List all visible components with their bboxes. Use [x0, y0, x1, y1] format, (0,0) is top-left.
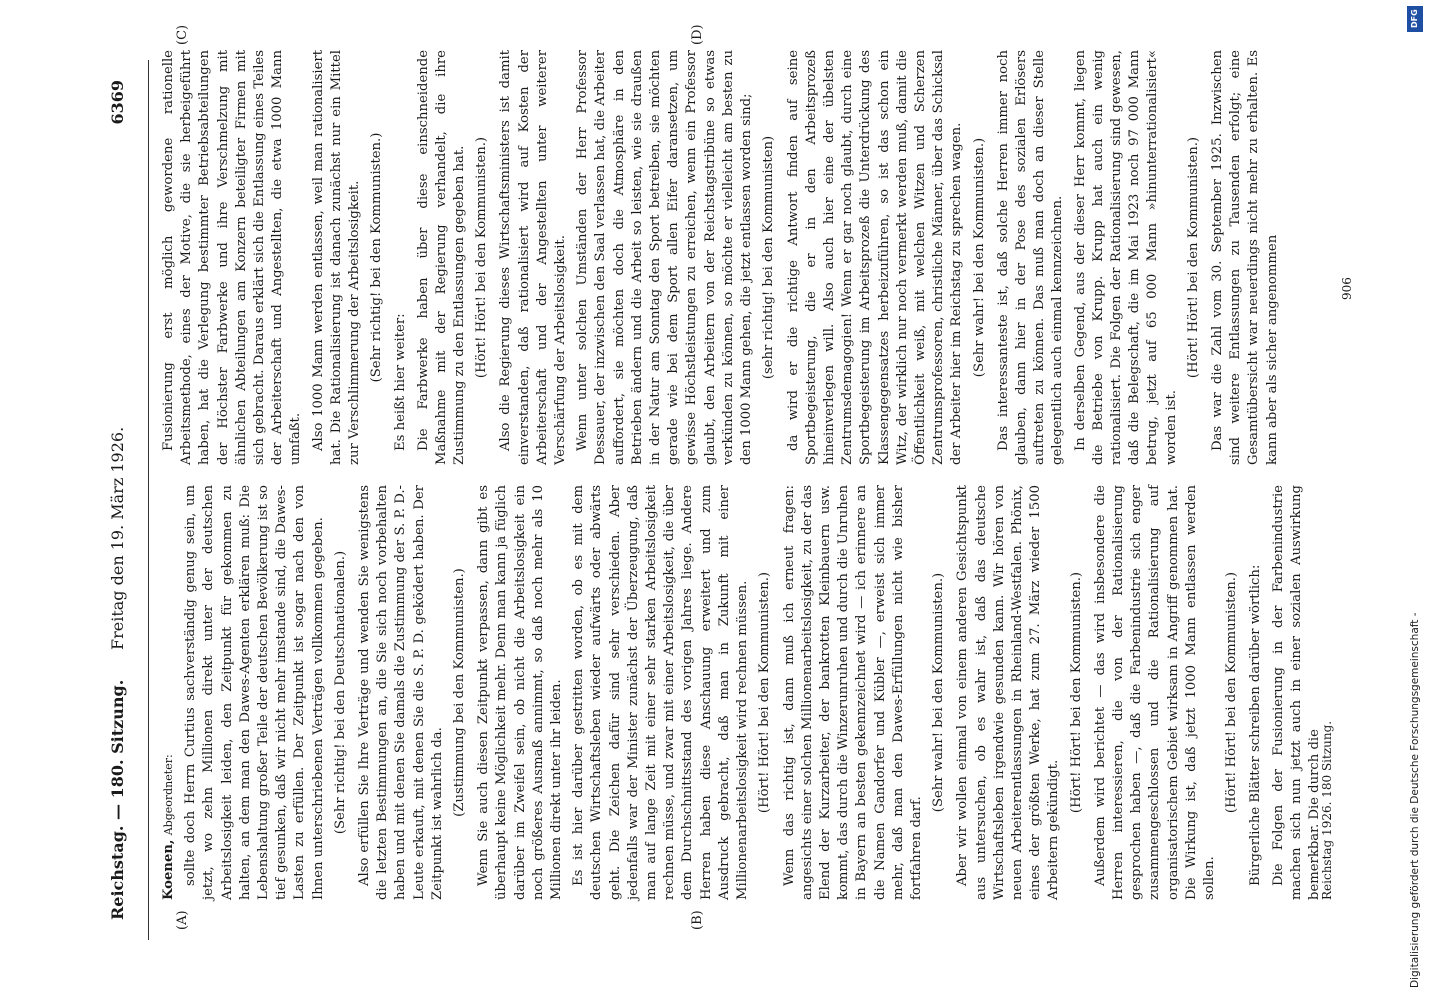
- header-rule: [148, 60, 149, 940]
- header-date: Freitag den 19. März 1926.: [108, 426, 127, 650]
- right-paragraph: (Hört! Hört! bei den Kommunisten.): [1185, 136, 1201, 379]
- right-paragraph: Das interessanteste ist, daß solche Herren immer noch glauben, dann hier in der Pose des sozialen Erlösers auftreten zu können. Das muß man doch an dieser Stelle gelegentlich auch einmal kennzeichnen.: [995, 50, 1066, 465]
- right-paragraph: Wenn unter solchen Umständen der Herr Professor Dessauer, der inzwischen den Saal verlassen hat, die Arbeiter auffordert, sie möchten doch die Atmosphäre in den Betrieben ändern und die Arbeit so leisten, wie sie draußen in der Natur am Sonntag den Sport betreiben, sie möchten gerade wie bei dem Sport allen Eifer daransetzen, um gewisse Höchstleistungen zu erreichen, wenn ein Professor glaubt, den Arbeitern von der Reichstagstribüne so etwas verkünden zu können, so möchte er vielleicht am besten zu den 1000 Mann gehen, die jetzt entlassen worden sind;: [575, 50, 755, 465]
- dfg-sidebar: [1404, 0, 1426, 1000]
- margin-d: (D): [690, 24, 705, 45]
- right-paragraph: (Sehr richtig! bei den Kommunisten.): [369, 132, 385, 383]
- margin-b: (B): [690, 910, 705, 930]
- left-paragraph: (Hört! Hört! bei den Kommunisten.): [1068, 571, 1084, 814]
- footer-left: Reichstag 1926. 180 Sitzung.: [1320, 720, 1334, 900]
- dfg-credit: [1404, 0, 1426, 1000]
- left-paragraph: sollte doch Herrn Curtius sachverständig genug sein, um jetzt, wo zehn Millionen direkt unter der deutschen Arbeitslosigkeit leiden, den Zeitpunkt für gekommen zu halten, an dem man den Dawes-Agenten erklären muß: Die Lebenshaltung großer Teile der deutschen Bevölkerung ist so tief gesunken, daß wir nicht mehr imstande sind, die Dawes-Lasten zu erfüllen. Der Zeitpunkt ist sogar nach den von Ihnen unterschriebenen Verträgen vollkommen gegeben.: [183, 485, 326, 900]
- left-paragraph: (Zustimmung bei den Kommunisten.): [452, 568, 468, 817]
- left-paragraph: Wenn Sie auch diesen Zeitpunkt verpassen, dann gibt es überhaupt keine Möglichkeit mehr. Denn man kann ja füglich darüber im Zweifel sein, ob nicht die Arbeitslosigkeit ein noch größeres Ausmaß annimmt, so daß noch mehr als 10 Millionen direkt unter ihr leiden.: [476, 485, 565, 900]
- left-paragraph: Aber wir wollen einmal von einem anderen Gesichtspunkt aus untersuchen, ob es wahr ist, daß das deutsche Wirtschaftsleben irgendwie gesunden kann. Wir hören von neuen Arbeiterentlassungen in Rheinland-Westfalen. Phönix, eines der größten Werke, hat zum 27. März wieder 1500 Arbeitern gekündigt.: [955, 485, 1062, 900]
- right-paragraph: (Hört! Hört! bei den Kommunisten.): [474, 136, 490, 379]
- column-left: [160, 485, 1328, 900]
- right-paragraph: (sehr richtig! bei den Kommunisten): [761, 135, 777, 380]
- right-paragraph: Also die Regierung dieses Wirtschaftsministers ist damit einverstanden, daß rationalisiert wird auf Kosten der Arbeiterschaft und der Angestellten unter weiterer Verschärfung der Arbeitslosigkeit.: [498, 50, 569, 465]
- speaker-line: [160, 485, 178, 900]
- page-header: [100, 60, 140, 940]
- left-paragraph: (Hört! Hört! bei den Kommunisten.): [757, 571, 773, 814]
- column-right: [160, 50, 1286, 465]
- speaker-name: Koenen,: [161, 839, 176, 900]
- margin-a: (A): [175, 910, 190, 930]
- right-paragraph: Fusionierung erst möglich gewordene rationelle Arbeitsmethode, eines der Motive, die sie herbeigeführt haben, hat die Verlegung bestimmter Betriebsabteilungen der Höchster Farbwerke und ihre Verschmelzung mit ähnlichen Abteilungen am Konzern beteiligter Firmen mit sich gebracht. Daraus erklärt sich die Entlassung eines Teiles der Arbeiterschaft und Angestellten, die etwa 1000 Mann umfaßt.: [161, 50, 304, 465]
- right-paragraph: Also 1000 Mann werden entlassen, weil man rationalisiert hat. Die Rationalisierung ist danach zunächst nur ein Mittel zur Verschlimmerung der Arbeitslosigkeit.: [310, 50, 363, 465]
- left-paragraph: Bürgerliche Blätter schreiben darüber wörtlich:: [1248, 564, 1264, 886]
- right-paragraph: Die Farbwerke haben über diese einschneidende Maßnahme mit der Regierung verhandelt, die ihre Zustimmung zu den Entlassungen gegeben hat.: [415, 50, 468, 465]
- left-paragraph: (Hört! Hört! bei den Kommunisten.): [1224, 571, 1240, 814]
- left-paragraph: Die Folgen der Fusionierung in der Farbenindustrie machen sich nun jetzt auch in einer sozialen Auswirkung bemerkbar. Die durch die: [1270, 485, 1322, 900]
- left-paragraph: (Sehr richtig! bei den Deutschnationalen.): [332, 550, 348, 835]
- header-left: Reichstag. — 180. Sitzung.: [108, 679, 127, 920]
- left-paragraph: Außerdem wird berichtet — das wird insbesondere die Herren interessieren, die von der Rationalisierung gesprochen haben —, daß die Farbenindustrie sich enger zusammengeschlossen und die Rationalisierung auf organisatorischem Gebiet wirksam in Angriff genommen hat. Die Wirkung ist, daß jetzt 1000 Mann entlassen werden sollen.: [1092, 485, 1217, 900]
- dfg-note: Digitalisierung gefördert durch die Deutsche Forschungsgemeinschaft -: [1409, 612, 1421, 988]
- left-paragraph: Es ist hier darüber gestritten worden, ob es mit dem deutschen Wirtschaftsleben wieder aufwärts oder abwärts geht. Die Zeichen dafür sind sehr verschieden. Aber jedenfalls war der Minister zunächst der Überzeugung, daß man auf lange Zeit mit einer sehr starken Arbeitslosigkeit rechnen müsse, und zwar mit einer Arbeitslosigkeit, die über dem Durchschnittsstand des vorigen Jahres liege. Andere Herren haben diese Anschauung erweitert und zum Ausdruck gebracht, daß man in Zukunft mit einer Millionenarbeitslosigkeit wird rechnen müssen.: [571, 485, 751, 900]
- margin-c: (C): [175, 24, 190, 45]
- left-paragraph: Also erfüllen Sie Ihre Verträge und wenden Sie wenigstens die letzten Bestimmungen an, die Sie sich noch vorbehalten haben und mit denen Sie damals die Zustimmung der S. P. D.-Leute erkauft, mit denen Sie die S. P. D. geködert haben. Der Zeitpunkt ist wahrlich da.: [357, 485, 445, 900]
- left-paragraph: Wenn das richtig ist, dann muß ich erneut fragen: angesichts einer solchen Millionenarbeitslosigkeit, zu der das Elend der Kurzarbeiter, der bankrotten Kleinbauern usw. kommt, das durch die Winzerunruhen und durch die Unruhen in Bayern an besten gekennzeichnet wird — ich erinnere an die Namen Gandorfer und Kübler —, erweist sich immer mehr, daß man den Dawes-Erfüllungen nicht wie bisher fortfahren darf.: [781, 485, 924, 900]
- right-paragraph: In derselben Gegend, aus der dieser Herr kommt, liegen die Betriebe von Krupp. Krupp hat auch ein wenig rationalisiert. Die Folgen der Rationalisierung sind gewesen, daß die Belegschaft, die im Mai 1923 noch 97 000 Mann betrug, jetzt auf 65 000 Mann »hinunterrationalisiert« worden ist.: [1072, 50, 1179, 465]
- footer-page-number: 906: [1340, 277, 1354, 300]
- right-paragraph: da wird er die richtige Antwort finden auf seine Sportbegeisterung, die er in den Arbeitsprozeß hineinverlegen will. Also auch hier eine der übelsten Zentrumsdemagogien! Wenn er gar noch glaubt, durch eine Sportbegeisterung im Arbeitsprozeß die Unterdrückung des Klassengegensatzes herbeizuführen, so ist das schon ein Witz, der wirklich nur noch vermerkt werden muß, damit die Öffentlichkeit weiß, mit welchen Witzen und Scherzen Zentrumsprofessoren, christliche Männer, über das Schicksal der Arbeiter hier im Reichstag zu sprechen wagen.: [785, 50, 965, 465]
- right-paragraph: (Sehr wahr! bei den Kommunisten.): [971, 137, 987, 378]
- dfg-logo: DFG: [1407, 6, 1423, 32]
- speaker-role: Abgeordneter:: [162, 754, 175, 836]
- left-paragraph: (Sehr wahr! bei den Kommunisten.): [931, 572, 947, 813]
- right-paragraph: Es heißt hier weiter:: [393, 313, 409, 451]
- page-number: 6369: [108, 80, 127, 125]
- right-paragraph: Das war die Zahl vom 30. September 1925. Inzwischen sind weitere Entlassungen zu Tausenden erfolgt; eine Gesamtübersicht war neuerdings nicht mehr zu erhalten. Es kann aber als sicher angenommen: [1209, 50, 1280, 465]
